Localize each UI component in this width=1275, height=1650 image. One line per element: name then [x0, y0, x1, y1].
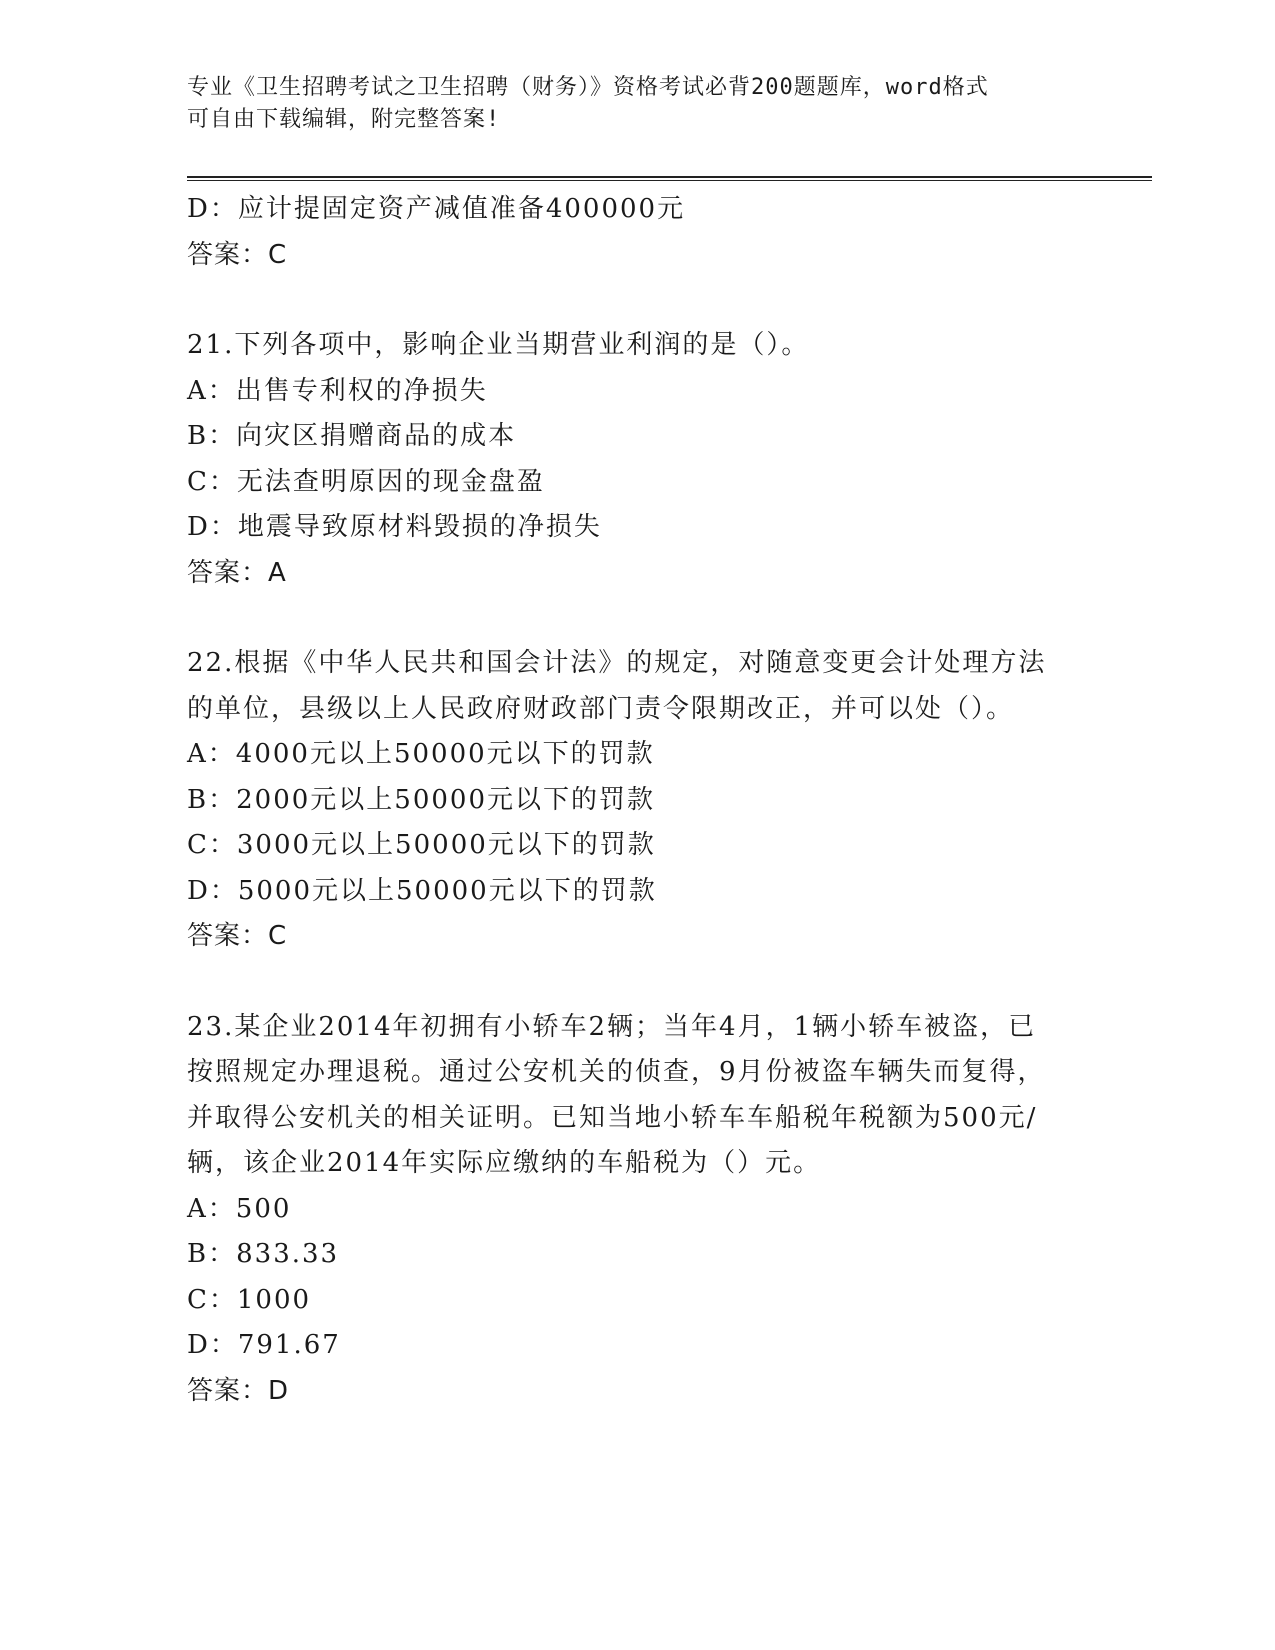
option-d: D：地震导致原材料毁损的净损失	[187, 512, 602, 542]
header-line-2: 可自由下载编辑，附完整答案!	[187, 107, 501, 132]
option-d: D：应计提固定资产减值准备400000元	[187, 194, 686, 224]
option-a: A：出售专利权的净损失	[187, 375, 488, 406]
question-21	[187, 323, 1107, 596]
option-d: D：791.67	[187, 1330, 341, 1360]
spacer	[187, 596, 1107, 641]
previous-question-tail	[187, 187, 1107, 278]
option-d: D：5000元以上50000元以下的罚款	[187, 875, 657, 906]
option-b: B：833.33	[187, 1239, 340, 1269]
option-c: C：无法查明原因的现金盘盈	[187, 466, 545, 497]
question-stem-line-1: 22.根据《中华人民共和国会计法》的规定，对随意变更会计处理方法	[187, 648, 1047, 678]
question-stem-line-4: 辆，该企业2014年实际应缴纳的车船税为（）元。	[187, 1148, 822, 1178]
answer: 答案：C	[187, 921, 288, 951]
spacer	[187, 960, 1107, 1005]
answer: 答案：A	[187, 557, 287, 588]
question-22	[187, 641, 1107, 960]
option-c: C：1000	[187, 1284, 312, 1315]
question-stem-line-2: 的单位，县级以上人民政府财政部门责令限期改正，并可以处（）。	[187, 693, 1015, 724]
option-c: C：3000元以上50000元以下的罚款	[187, 830, 656, 860]
document-body	[187, 187, 1107, 1414]
header-line-1: 专业《卫生招聘考试之卫生招聘（财务）》资格考试必背200题题库，word格式	[187, 75, 989, 100]
question-stem-line-3: 并取得公安机关的相关证明。已知当地小轿车车船税年税额为500元/	[187, 1102, 1038, 1133]
question-stem-line-1: 23.某企业2014年初拥有小轿车2辆；当年4月，1辆小轿车被盗，已	[187, 1011, 1037, 1042]
answer: 答案：C	[187, 239, 288, 270]
answer: 答案：D	[187, 1375, 290, 1406]
page-header	[187, 72, 1087, 136]
question-23	[187, 1005, 1107, 1415]
question-stem: 21.下列各项中，影响企业当期营业利润的是（）。	[187, 330, 810, 360]
spacer	[187, 278, 1107, 323]
option-b: B：2000元以上50000元以下的罚款	[187, 784, 655, 815]
option-a: A：4000元以上50000元以下的罚款	[187, 739, 655, 769]
question-stem-line-2: 按照规定办理退税。通过公安机关的侦查，9月份被盗车辆失而复得，	[187, 1057, 1046, 1087]
header-divider	[187, 176, 1152, 181]
option-b: B：向灾区捐赠商品的成本	[187, 421, 517, 451]
option-a: A：500	[187, 1193, 292, 1224]
